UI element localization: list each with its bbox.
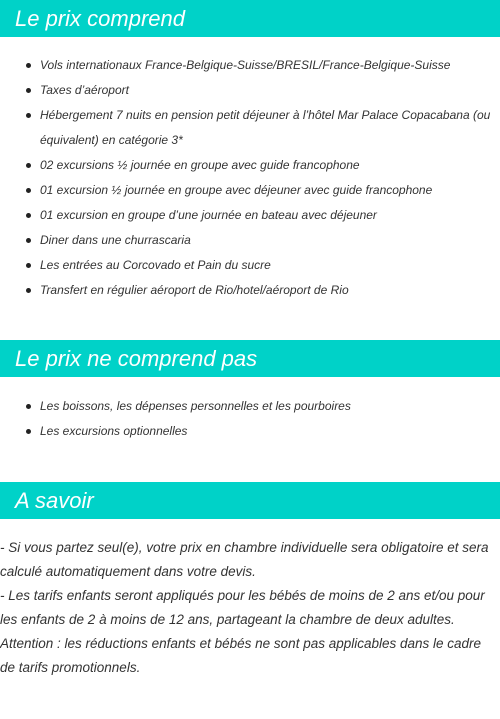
list-item: Diner dans une churrascaria [0, 228, 500, 253]
list-item: Transfert en régulier aéroport de Rio/hotel/aéroport de Rio [0, 278, 500, 303]
list-item: Taxes d’aéroport [0, 78, 500, 103]
list-item: 01 excursion en groupe d’une journée en bateau avec déjeuner [0, 203, 500, 228]
list-item: Vols internationaux France-Belgique-Suisse/BRESIL/France-Belgique-Suisse [0, 53, 500, 78]
section-title-prix-ne-comprend-pas: Le prix ne comprend pas [0, 340, 500, 377]
section-title-a-savoir: A savoir [0, 482, 500, 519]
a-savoir-paragraph: - Si vous partez seul(e), votre prix en chambre individuelle sera obligatoire et sera calculé automatiquement dans votre devis. [0, 540, 489, 579]
a-savoir-text [0, 536, 500, 680]
list-item: Les excursions optionnelles [0, 419, 500, 444]
a-savoir-paragraph: - Les tarifs enfants seront appliqués pour les bébés de moins de 2 ans et/ou pour les enfants de 2 à moins de 12 ans, partageant la chambre de deux adultes. [0, 588, 485, 627]
list-item: Les boissons, les dépenses personnelles et les pourboires [0, 394, 500, 419]
a-savoir-paragraph: Attention : les réductions enfants et bébés ne sont pas applicables dans le cadre de tarifs promotionnels. [0, 636, 482, 675]
included-list [0, 53, 500, 303]
list-item: 02 excursions ½ journée en groupe avec guide francophone [0, 153, 500, 178]
list-item: 01 excursion ½ journée en groupe avec déjeuner avec guide francophone [0, 178, 500, 203]
excluded-list [0, 394, 500, 444]
section-title-prix-comprend: Le prix comprend [0, 0, 500, 37]
list-item: Hébergement 7 nuits en pension petit déjeuner à l’hôtel Mar Palace Copacabana (ou équivalent) en catégorie 3* [0, 103, 500, 153]
list-item: Les entrées au Corcovado et Pain du sucre [0, 253, 500, 278]
